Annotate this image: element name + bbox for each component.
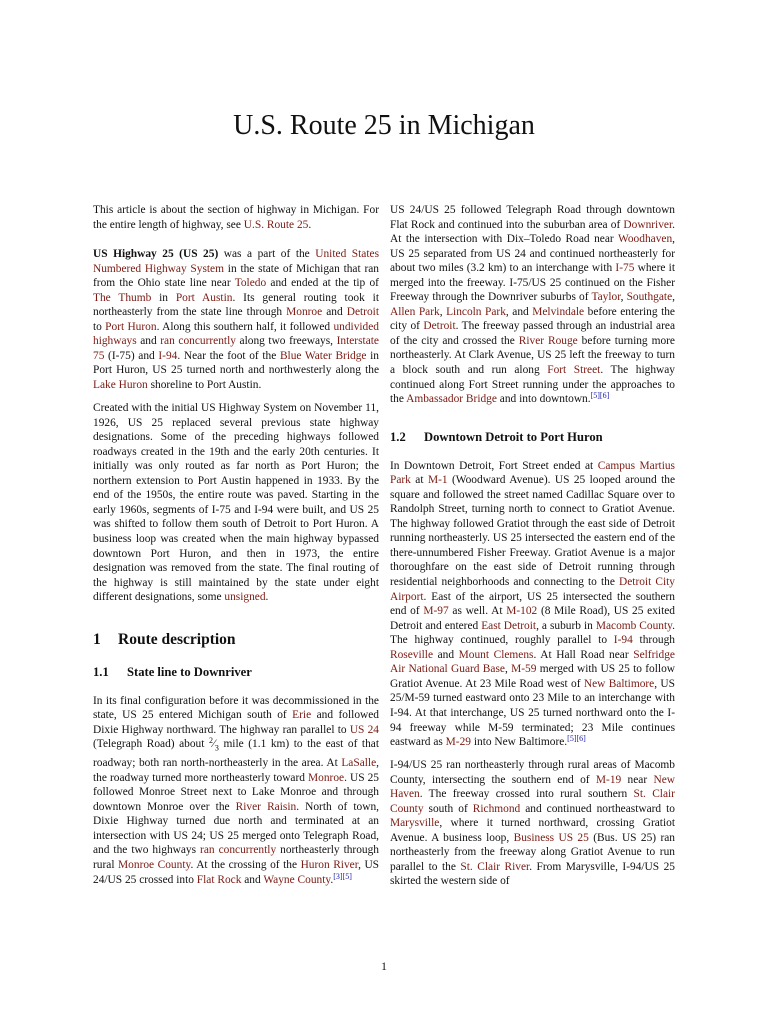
text-run: . East of the airport, US 25 intersected the southern end of	[390, 590, 675, 618]
wiki-link[interactable]: Monroe	[308, 771, 345, 784]
wiki-link[interactable]: ran concurrently	[200, 844, 277, 857]
text-run: into New Baltimore.	[470, 736, 568, 749]
text-run: where it merged into the freeway. I-75/US 25 continued on the Fisher Freeway through the Downriver suburbs of	[390, 262, 675, 304]
wiki-link[interactable]: Detroit	[346, 306, 379, 319]
bold-term: US Highway 25 (US 25)	[93, 248, 219, 261]
wiki-link[interactable]: Business US 25	[513, 831, 589, 844]
text-run: , a suburb in	[536, 619, 596, 632]
text-run: at	[410, 474, 428, 487]
text-run: in Port Huron, US 25 turned north and northwesterly along the	[93, 349, 379, 377]
wiki-link[interactable]: New Baltimore	[583, 677, 655, 690]
wiki-link[interactable]: Richmond	[472, 802, 521, 815]
wiki-link[interactable]: Selfridge Air National Guard Base	[390, 648, 675, 676]
wiki-link[interactable]: Marysville	[390, 817, 440, 830]
text-run: south of	[423, 802, 473, 815]
text-run: ,	[504, 663, 512, 676]
wiki-link[interactable]: Downriver	[623, 218, 673, 231]
page-number: 1	[381, 961, 387, 973]
text-run: . Along this southern half, it followed	[156, 320, 334, 333]
text-run: as well. At	[448, 605, 507, 618]
text-run: . Its general routing took it northeasterly from the state line through	[93, 291, 379, 319]
wiki-link[interactable]: M-59	[511, 663, 537, 676]
i94-paragraph	[390, 758, 675, 889]
text-run: .	[308, 218, 312, 231]
wiki-link[interactable]: St. Clair County	[390, 788, 675, 815]
intro-paragraph-1	[93, 247, 379, 392]
text-run: , and	[505, 305, 533, 318]
text-run: through	[632, 634, 675, 647]
wiki-link[interactable]: M-1	[427, 474, 448, 487]
wiki-link[interactable]: Flat Rock	[196, 873, 242, 886]
wiki-link[interactable]: U.S. Route 25	[243, 218, 309, 231]
section-number: 1	[93, 630, 101, 648]
text-run: In its final configuration before it was decommissioned in the state, US 25 entered Michigan south of	[93, 694, 379, 722]
wiki-link[interactable]: I-94	[158, 349, 178, 362]
wiki-link[interactable]: Lincoln Park	[446, 305, 506, 318]
text-run: , where it turned northward, crossing Gratiot Avenue. A business loop,	[390, 817, 675, 844]
state-line-paragraph	[93, 694, 379, 887]
wiki-link[interactable]: United States Numbered Highway System	[93, 248, 379, 275]
section-heading-route-description	[93, 631, 379, 649]
wiki-link[interactable]: Ambassador Bridge	[406, 393, 497, 406]
wiki-link[interactable]: East Detroit	[481, 619, 537, 632]
wiki-link[interactable]: Macomb County	[595, 619, 673, 632]
text-run: merged with US 25 to follow Gratiot Avenue. At 23 Mile Road west of	[390, 663, 675, 690]
text-run: (Telegraph Road) about	[93, 738, 209, 751]
downtown-detroit-paragraph	[390, 459, 675, 750]
wiki-link[interactable]: Lake Huron	[93, 379, 148, 392]
wiki-link[interactable]: River Rouge	[518, 334, 578, 347]
text-run: . From Marysville, I-94/US 25 skirted the western side of	[390, 860, 675, 888]
text-run: . The freeway passed through an industrial area of the city and crossed the	[390, 320, 676, 347]
text-run: This article is about the section of highway in Michigan. For the entire length of highway, see	[93, 204, 379, 231]
text-run: In Downtown Detroit, Fort Street ended at	[390, 459, 598, 472]
text-run: northeasterly through rural	[93, 844, 380, 872]
text-run: and continued northeastward to	[520, 802, 675, 815]
wiki-link[interactable]: Blue Water Bridge	[279, 349, 367, 362]
text-run: and into downtown.	[496, 393, 591, 406]
wiki-link[interactable]: M-19	[595, 773, 622, 786]
text-run: . US 25 followed Monroe Street next to Lake Monroe and through downtown Monroe over the	[93, 771, 379, 813]
wiki-link[interactable]: Mount Clemens	[458, 648, 534, 661]
text-run: . The highway continued, roughly parallel to	[390, 619, 675, 647]
left-column	[93, 203, 379, 896]
subsection-number: 1.1	[93, 664, 109, 679]
text-run: . The highway continued along Fort Street running under the approaches to the	[390, 364, 676, 406]
subsection-number: 1.2	[390, 429, 406, 444]
text-run: and	[136, 335, 161, 348]
text-run: . At Hall Road near	[533, 648, 634, 661]
text-run: before turning more northeasterly. At Clark Avenue, US 25 left the freeway to turn a block south and run along	[390, 334, 675, 377]
text-run: (Woodward Avenue). US 25 looped around the square and followed the street named Cadillac Square over to Randolph Street, turning north to connect to Gratiot Avenue. The highway followed Gratiot through the east side of Detroit running northeasterly. US 25 intersected the eastern end of the there-unnumbered Fisher Freeway. Gratiot Avenue is a major thoroughfare on the east side of Detroit running through residential neighborhoods and connecting to the	[390, 474, 675, 589]
hatnote	[93, 203, 379, 232]
wiki-link[interactable]: Allen Park	[390, 305, 440, 318]
wiki-link[interactable]: River Raisin	[235, 800, 297, 813]
citation-ref[interactable]: [5][6]	[567, 734, 586, 744]
text-run: Created with the initial US Highway System on November 11, 1926, US 25 replaced several previous state highway designations. Some of the preceding highways followed roadways created in the 19th and the early 20th centuries. It initially was only routed as far north as Port Huron; the northern extension to Port Austin happened in 1933. By the end of the 1950s, the entire route was paved. Starting in the early 1960s, segments of I-75 and I-94 were built, and US 25 was shifted to follow them south of Detroit to Port Huron. A business loop was created when the main highway bypassed downtown Port Huron, and then in 1973, the entire designation was removed from the state. The final routing of the highway is still maintained by the state under eight different designations, some	[93, 402, 379, 604]
wiki-link[interactable]: Campus Martius Park	[390, 459, 675, 487]
text-run: ,	[620, 291, 627, 304]
fraction	[208, 736, 219, 753]
wiki-link[interactable]: undivided highways	[93, 320, 379, 348]
fraction-slash: ⁄	[212, 738, 215, 751]
wiki-link[interactable]: New Haven	[390, 773, 676, 801]
wiki-link[interactable]: St. Clair River	[460, 860, 530, 873]
wiki-link[interactable]: Taylor	[591, 291, 621, 304]
wiki-link[interactable]: Erie	[292, 709, 312, 722]
wiki-link[interactable]: Detroit City Airport	[390, 576, 675, 603]
text-run: . At the intersection with Dix–Toledo Road near	[390, 218, 675, 246]
text-run: ,	[439, 305, 447, 318]
wiki-link[interactable]: Roseville	[390, 648, 434, 661]
downriver-paragraph	[390, 203, 675, 407]
text-run: US 24/US 25 followed Telegraph Road through downtown Flat Rock and continued into the suburban area of	[390, 204, 675, 231]
text-run: and ended at the tip of	[266, 277, 379, 290]
fraction-numerator: 2	[208, 736, 213, 746]
text-run: (Bus. US 25) ran northeasterly from the freeway along Gratiot Avenue to run parallel to the	[390, 831, 675, 873]
wiki-link[interactable]: Huron River	[300, 859, 359, 872]
text-run: . At the crossing of the	[190, 859, 301, 872]
text-run: mile (1.1 km) to the east of that roadway; both ran north-northeasterly in the area. At	[93, 738, 379, 770]
wiki-link[interactable]: Wayne County	[263, 873, 331, 886]
text-run: , US 25 separated from US 24 and continued northeasterly for about two miles (3.2 km) to an interchange with	[390, 233, 675, 275]
wiki-link[interactable]: I-75	[615, 262, 635, 275]
wiki-link[interactable]: Interstate 75	[93, 335, 379, 362]
wiki-link[interactable]: Southgate	[626, 291, 673, 304]
wiki-link[interactable]: M-102	[506, 605, 538, 618]
text-run: in the state of Michigan that ran from the Ohio state line near	[93, 262, 379, 290]
text-run: . Near the foot of the	[177, 349, 280, 362]
citation-ref[interactable]: [3][5]	[333, 871, 352, 881]
wiki-link[interactable]: I-94	[613, 634, 633, 647]
wiki-link[interactable]: Port Huron	[105, 320, 157, 333]
text-run: ,	[672, 291, 675, 304]
text-run: and	[241, 873, 264, 886]
text-run: before entering the city of	[390, 305, 675, 333]
subsection-heading-downtown-detroit	[390, 430, 675, 445]
text-run: and	[433, 648, 459, 661]
text-run: , the roadway turned more northeasterly toward	[93, 757, 379, 784]
text-run: . The freeway crossed into rural southern	[419, 788, 634, 801]
wiki-link[interactable]: Woodhaven	[618, 233, 673, 246]
wiki-link[interactable]: Melvindale	[532, 305, 585, 318]
section-title: Route description	[118, 630, 236, 648]
wiki-link[interactable]: Fort Street	[547, 364, 601, 377]
text-run: , US 24/US 25 crossed into	[93, 859, 380, 886]
wiki-link[interactable]: Monroe	[286, 306, 323, 319]
wiki-link[interactable]: Toledo	[234, 277, 267, 290]
wiki-link[interactable]: The Thumb	[93, 291, 152, 304]
right-column	[390, 203, 675, 898]
article-title: U.S. Route 25 in Michigan	[233, 110, 535, 141]
text-run: near	[621, 773, 654, 786]
text-run: to	[93, 320, 106, 333]
text-run: was a part of the	[218, 248, 316, 261]
wiki-link[interactable]: Monroe County	[118, 859, 191, 872]
wiki-link[interactable]: Detroit	[423, 320, 456, 333]
citation-ref[interactable]: [5][6]	[590, 391, 610, 401]
text-run: (8 Mile Road), US 25 exited Detroit and entered	[390, 605, 675, 632]
text-run: and	[322, 306, 347, 319]
text-run: along two freeways,	[235, 335, 337, 348]
fraction-denominator: 3	[214, 743, 219, 753]
wiki-link[interactable]: M-29	[445, 736, 471, 749]
text-run: and followed Dixie Highway northward. The highway ran parallel to	[93, 709, 379, 736]
text-run: .	[265, 591, 269, 604]
wiki-link[interactable]: M-97	[423, 605, 449, 618]
subsection-title: State line to Downriver	[127, 664, 252, 679]
text-run: shoreline to Port Austin.	[147, 379, 262, 392]
text-run: , US 25/M-59 turned eastward onto 23 Mile to an interchange with I-94. At that interchange, US 25 turned northward onto the I-94 freeway while M-59 terminated; 23 Mile continues eastward as	[390, 677, 675, 749]
wiki-link[interactable]: US 24	[349, 723, 379, 736]
wiki-link[interactable]: Port Austin	[175, 291, 233, 304]
text-run: in	[151, 291, 176, 304]
text-run: . North of town, Dixie Highway turned due north and terminated at an intersection with US 24; US 25 merged onto Telegraph Road, and the two highways	[93, 800, 379, 857]
subsection-title: Downtown Detroit to Port Huron	[424, 429, 603, 444]
wiki-link[interactable]: ran concurrently	[160, 335, 236, 348]
text-run: .	[330, 873, 334, 886]
wiki-link[interactable]: LaSalle	[341, 757, 377, 770]
subsection-heading-state-line	[93, 665, 379, 680]
text-run: I-94/US 25 ran northeasterly through rural areas of Macomb County, intersecting the southern end of	[390, 759, 675, 786]
wiki-link[interactable]: unsigned	[224, 591, 266, 604]
intro-paragraph-2	[93, 401, 379, 605]
text-run: (I-75) and	[104, 349, 159, 362]
